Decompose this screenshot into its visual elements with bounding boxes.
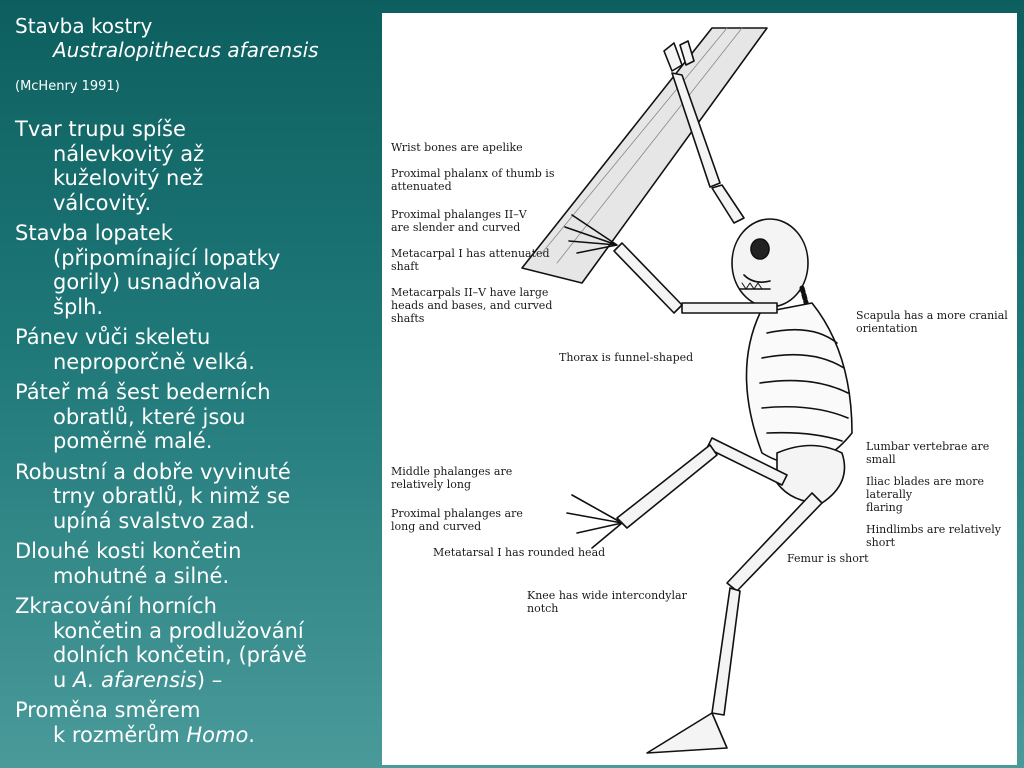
label-metacarpal1: Metacarpal I has attenuated shaft bbox=[391, 247, 550, 273]
tibia-right bbox=[712, 588, 740, 715]
bullet-text: Páteř má šest bederních bbox=[15, 380, 271, 404]
label-proximal-phalanges-foot: Proximal phalanges are long and curved bbox=[391, 507, 523, 533]
forearm bbox=[712, 185, 744, 223]
title-line1: Stavba kostry bbox=[15, 14, 153, 38]
bullet-item bbox=[15, 698, 377, 747]
ribcage bbox=[746, 303, 852, 464]
bullet-text-part: u bbox=[53, 667, 73, 692]
genus-italic: Homo bbox=[186, 722, 249, 747]
forearm-left bbox=[614, 243, 682, 313]
tibia-left bbox=[617, 445, 717, 528]
slide-title bbox=[15, 14, 319, 62]
skull bbox=[732, 219, 808, 307]
label-lumbar: Lumbar vertebrae are small bbox=[866, 440, 990, 466]
bullet-text-part: . bbox=[248, 722, 255, 747]
label-metatarsal: Metatarsal I has rounded head bbox=[433, 546, 606, 559]
bullet-text-part: ) – bbox=[196, 667, 223, 692]
bullet-text: válcovitý. bbox=[53, 190, 152, 215]
bullet-text: poměrně malé. bbox=[53, 429, 213, 453]
label-thorax: Thorax is funnel-shaped bbox=[559, 351, 694, 364]
bullet-item bbox=[15, 539, 377, 588]
label-iliac: Iliac blades are more laterally flaring bbox=[866, 475, 985, 514]
bullet-text: Pánev vůči skeletu bbox=[15, 325, 211, 349]
bullet-text bbox=[15, 668, 377, 693]
bullet-item bbox=[15, 460, 377, 534]
bullet-list bbox=[15, 117, 377, 753]
bullet-text: kuželovitý než bbox=[53, 166, 204, 190]
citation: (McHenry 1991) bbox=[15, 79, 120, 94]
bullet-text: mohutné a silné. bbox=[53, 563, 230, 588]
bullet-item bbox=[15, 117, 377, 215]
bullet-item bbox=[15, 221, 377, 319]
femur-right bbox=[727, 493, 822, 591]
label-knee: Knee has wide intercondylar notch bbox=[527, 589, 687, 615]
bullet-item bbox=[15, 594, 377, 692]
bullet-text: Zkracování horních bbox=[15, 594, 217, 618]
bullet-text: Tvar trupu spíše bbox=[15, 117, 186, 141]
bullet-text: končetin a prodlužování bbox=[53, 618, 304, 643]
bullet-text-part: k rozměrům bbox=[53, 722, 187, 747]
foot-left bbox=[567, 495, 622, 548]
label-middle-phalanges: Middle phalanges are relatively long bbox=[391, 465, 513, 491]
bullet-text: Robustní a dobře vyvinuté bbox=[15, 459, 291, 484]
bullet-text: trny obratlů, k nimž se bbox=[53, 484, 291, 508]
label-hindlimbs: Hindlimbs are relatively short bbox=[866, 523, 1001, 549]
bullet-text: gorily) usnadňovala bbox=[53, 270, 261, 294]
title-species: Australopithecus afarensis bbox=[53, 38, 319, 62]
bullet-text: (připomínající lopatky bbox=[53, 245, 281, 270]
skeleton-figure bbox=[382, 13, 1017, 765]
skeleton-drawing bbox=[382, 13, 1017, 765]
bullet-text: Dlouhé kosti končetin bbox=[15, 539, 242, 563]
foot-right bbox=[647, 713, 727, 753]
label-scapula: Scapula has a more cranial orientation bbox=[856, 309, 1008, 335]
label-phalanges-hand: Proximal phalanges II–V are slender and curved bbox=[391, 208, 527, 234]
label-metacarpals: Metacarpals II–V have large heads and bases, and curved shafts bbox=[391, 286, 553, 325]
label-femur: Femur is short bbox=[787, 552, 869, 565]
bullet-item bbox=[15, 380, 377, 454]
bullet-item bbox=[15, 325, 377, 374]
bullet-text: Proměna směrem bbox=[15, 698, 201, 722]
bullet-text: nálevkovitý až bbox=[53, 141, 205, 166]
bullet-text: neproporčně velká. bbox=[53, 349, 255, 374]
label-thumb: Proximal phalanx of thumb is attenuated bbox=[391, 167, 555, 193]
bullet-text: Stavba lopatek bbox=[15, 221, 173, 245]
text-column bbox=[0, 0, 382, 768]
species-italic: A. afarensis bbox=[73, 667, 197, 692]
tree-branch bbox=[522, 28, 767, 283]
bullet-text: upíná svalstvo zad. bbox=[53, 508, 256, 533]
bullet-text: obratlů, které jsou bbox=[53, 404, 246, 429]
bullet-text bbox=[15, 723, 377, 748]
bullet-text: dolních končetin, (právě bbox=[53, 643, 307, 667]
bullet-text: šplh. bbox=[53, 294, 104, 319]
label-wrist: Wrist bones are apelike bbox=[391, 141, 523, 154]
lower-arm-left bbox=[682, 303, 777, 313]
